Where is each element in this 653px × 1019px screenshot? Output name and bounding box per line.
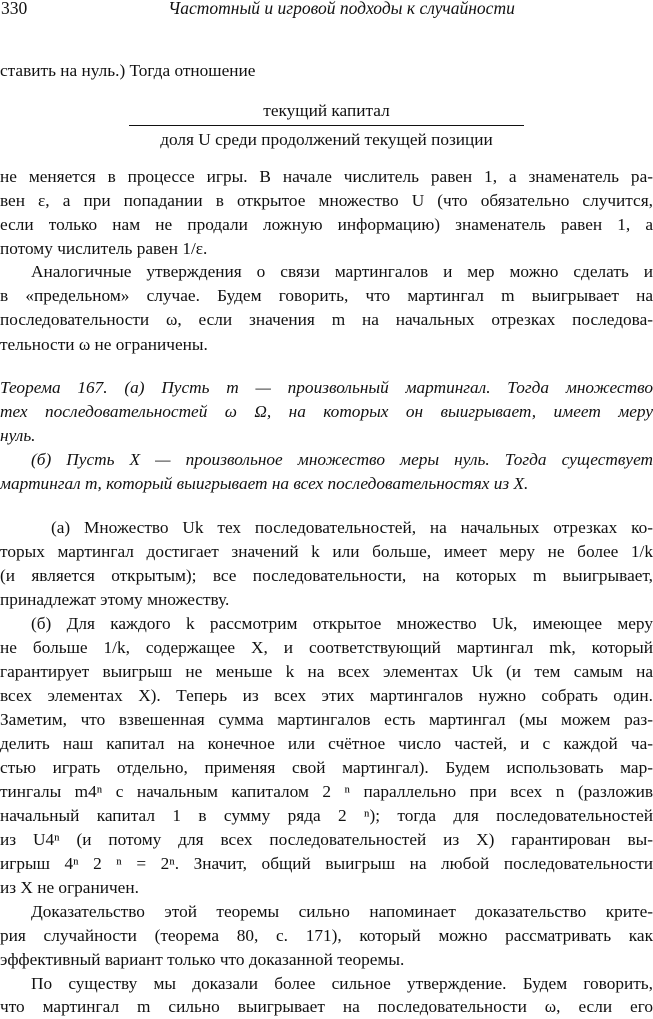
text-line: эффективный вариант только что доказанной теоремы. [0,950,405,969]
fraction-numerator: текущий капитал [263,101,390,120]
running-title: Частотный и игровой подходы к случайности [168,0,515,18]
proof-line: (а) Множество Uk тех последовательностей, на начальных отрезках ко- [51,518,653,537]
fraction-denominator: доля U среди продолжений текущей позиции [160,130,493,149]
theorem-line: мартингал m, который выигрывает на всех последовательностях из X. [0,474,529,493]
proof-line: Заметим, что взвешенная сумма мартингалов есть мартингал (мы можем раз- [0,710,653,729]
text-line: в «предельном» случае. Будем говорить, что мартингал m выигрывает на [0,286,653,305]
running-header [0,0,653,24]
fraction-formula [129,99,524,152]
page-number: 330 [1,0,28,18]
proof-line: принадлежат этому множеству. [0,590,230,609]
proof-line: из U4ⁿ (и потому для всех последовательностей из X) гарантирован вы- [0,830,653,849]
proof-line: из X не ограничен. [0,878,139,897]
text-line: последовательности ω, если значения m на начальных отрезках последова- [0,310,653,329]
proof-line: начальный капитал 1 в сумму ряда 2 ⁿ); тогда для последовательностей [0,806,653,825]
text-line: Доказательство этой теоремы сильно напоминает доказательство крите- [31,902,653,921]
theorem-line: Теорема 167. (а) Пусть m — произвольный мартингал. Тогда множество [0,378,653,397]
proof-line: (и является открытым); все последовательности, на которых m выигрывает, [0,566,653,585]
theorem-line: тех последовательностей ω Ω, на которых он выигрывает, имеет меру [0,402,653,421]
theorem-line: (б) Пусть X — произвольное множество меры нуль. Тогда существует [31,450,653,469]
proof-line: гарантирует выигрыш не меньше k на всех элементах Uk (и тем самым на [0,662,653,681]
text-line: Аналогичные утверждения о связи мартингалов и мер можно сделать и [31,262,653,281]
text-line: тельности ω не ограничены. [0,335,208,354]
text-line: если только нам не продали ложную информацию) знаменатель равен 1, а [0,215,653,234]
proof-line: всех элементах X). Теперь из всех этих мартингалов нужно собрать один. [0,686,653,705]
fraction-bar [129,125,524,126]
text-line: рия случайности (теорема 80, с. 171), который можно рассматривать как [0,926,653,945]
text-line: не меняется в процессе игры. В начале числитель равен 1, а знаменатель ра- [0,167,653,186]
text-line: вен ε, а при попадании в открытое множество U (что обязательно случится, [0,191,653,210]
text-line: что мартингал m сильно выигрывает на последовательности ω, если его [0,997,653,1016]
text-line: ставить на нуль.) Тогда отношение [0,61,256,80]
proof-line: игрыш 4ⁿ 2 ⁿ = 2ⁿ. Значит, общий выигрыш на любой последовательности [0,854,653,873]
proof-line: (б) Для каждого k рассмотрим открытое множество Uk, имеющее меру [31,614,653,633]
theorem-line: нуль. [0,426,36,445]
proof-line: не больше 1/k, содержащее X, и соответствующий мартингал mk, который [0,638,653,657]
text-line: По существу мы доказали более сильное утверждение. Будем говорить, [31,974,653,993]
text-line: потому числитель равен 1/ε. [0,239,208,258]
proof-line: стью играть отдельно, применяя свой мартингал). Будем использовать мар- [0,758,653,777]
proof-line: делить наш капитал на конечное или счётное число частей, и с каждой ча- [0,734,653,753]
proof-line: тингалы m4ⁿ с начальным капиталом 2 ⁿ параллельно при всех n (разложив [0,782,653,801]
proof-line: торых мартингал достигает значений k или больше, имеет меру не более 1/k [0,542,653,561]
